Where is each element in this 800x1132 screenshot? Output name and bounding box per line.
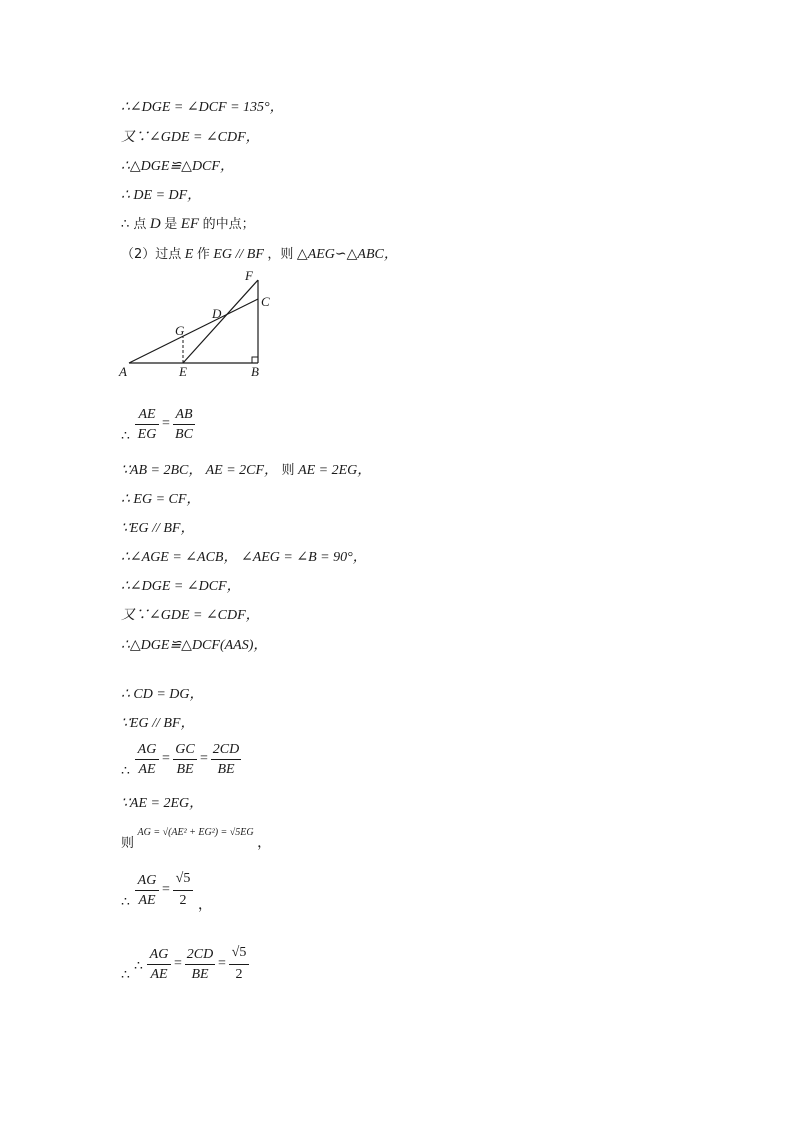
line-angles-equal: ∴∠AGE = ∠ACB， ∠AEG = ∠B = 90°，: [121, 550, 367, 565]
line-dge-eq-dcf: ∴∠DGE = ∠DCF，: [121, 579, 241, 594]
geometry-figure: [115, 266, 275, 382]
line-ab-eq-2bc: ∵AB = 2BC， AE = 2CF， 则 AE = 2EG，: [121, 463, 372, 478]
line-de-eq-df: ∴ DE = DF，: [121, 188, 202, 203]
line-eg-eq-cf: ∴ EG = CF，: [121, 492, 201, 507]
line-vertical-angles: 又∵∠GDE = ∠CDF，: [121, 130, 260, 145]
label-g: G: [175, 323, 185, 338]
label-a: A: [119, 364, 127, 379]
right-angle-mark: [252, 357, 258, 363]
segment-ac: [129, 299, 258, 363]
label-d: D: [212, 306, 222, 321]
label-c: C: [261, 294, 270, 309]
line-eg-parallel-bf-2: ∵EG // BF，: [121, 716, 195, 731]
line-cd-eq-dg: ∴ CD = DG，: [121, 687, 204, 702]
line-congruent-1: ∴△DGE≌△DCF，: [121, 159, 234, 174]
line-part-2: （2）过点 E 作 EG // BF ，则 △AEG∽△ABC，: [121, 247, 398, 262]
line-angle-135: ∴∠DGE = ∠DCF = 135°，: [121, 100, 284, 115]
line-vertical-angles-2: 又∵∠GDE = ∠CDF，: [121, 608, 260, 623]
label-b: B: [251, 364, 259, 379]
label-e: E: [179, 364, 187, 379]
label-f: F: [245, 268, 253, 283]
line-congruent-aas: ∴△DGE≌△DCF(AAS)，: [121, 638, 268, 653]
line-eg-parallel-bf-1: ∵EG // BF，: [121, 521, 195, 536]
line-ag-sqrt: 则 $^{AG = √(AE^2 + EG^2) = √5EG}$ ，: [121, 827, 272, 851]
segment-ef: [183, 280, 258, 363]
line-ae-eq-2eg: ∵AE = 2EG，: [121, 796, 204, 811]
line-midpoint: ∴ 点 D 是 EF 的中点；: [121, 216, 255, 232]
